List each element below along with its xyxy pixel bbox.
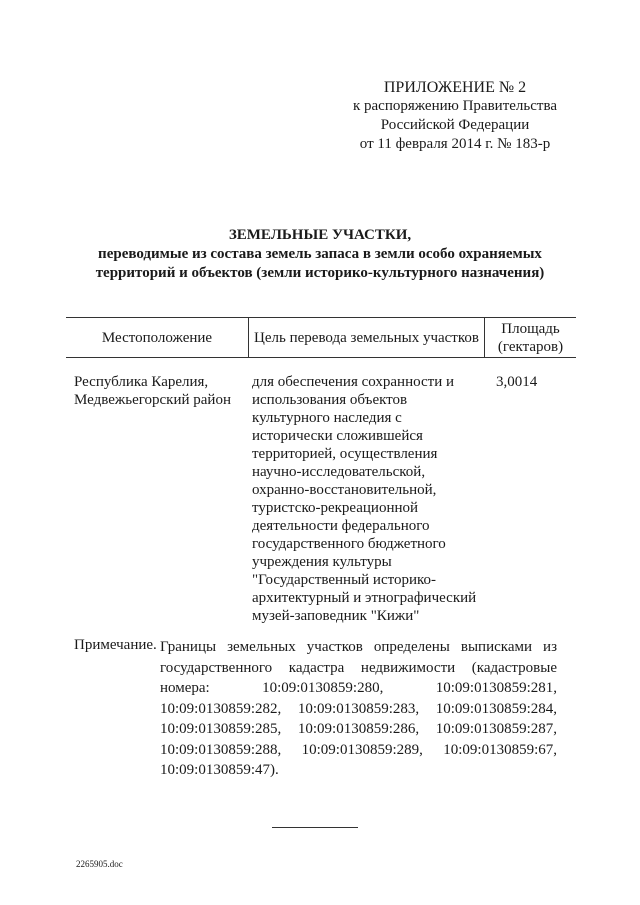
row-purpose-line: научно-исследовательской, <box>252 464 426 480</box>
note-text: Границы земельных участков определены выписками из государственного кадастра недвижимости (кадастровые номера: 10:09:0130859:280, 10:09:0130859:281, 10:09:0130859:282, 10:09:0130859:283, 10:09:0130859:284, 10:09:0130859:285, 10:09:0130859:286, 10:09:0130859:287, 10:09:0130859:288, 10:09:0130859:289, 10:09:0130859:67, 10:09:0130859:47). <box>160 639 557 778</box>
appendix-heading: ПРИЛОЖЕНИЕ № 2 <box>383 79 527 96</box>
table-header-rule <box>66 357 576 358</box>
closing-divider <box>272 827 358 828</box>
title-main: ЗЕМЕЛЬНЫЕ УЧАСТКИ, <box>228 227 412 243</box>
row-purpose-line: культурного наследия с <box>252 410 402 426</box>
header-purpose: Цель перевода земельных участков <box>254 330 479 346</box>
row-purpose-line: для обеспечения сохранности и <box>252 374 454 390</box>
document-title <box>60 226 580 283</box>
note-label: Примечание. <box>74 637 157 653</box>
title-sub-line-1: переводимые из состава земель запаса в земли особо охраняемых <box>98 246 542 262</box>
appendix-line-2: Российской Федерации <box>380 117 530 133</box>
header-area-line-1: Площадь <box>501 321 560 337</box>
row-area: 3,0014 <box>496 374 538 390</box>
row-purpose-line: охранно-восстановительной, <box>252 482 437 498</box>
row-purpose-line: территорией, осуществления <box>252 446 438 462</box>
row-purpose-line: "Государственный историко- <box>252 572 437 588</box>
row-purpose-line: учреждения культуры <box>252 554 392 570</box>
row-purpose-line: использования объектов <box>252 392 408 408</box>
header-area-line-2: (гектаров) <box>497 339 564 355</box>
row-location-line-1: Республика Карелия, <box>74 374 209 390</box>
row-purpose <box>252 373 476 625</box>
appendix-line-1: к распоряжению Правительства <box>352 98 557 114</box>
table-top-rule <box>66 317 576 318</box>
row-purpose-line: архитектурный и этнографический <box>252 590 477 606</box>
document-file-id: 2265905.doc <box>76 859 123 869</box>
row-location-line-2: Медвежьегорский район <box>74 392 231 408</box>
header-area <box>485 320 576 356</box>
row-location <box>74 373 231 409</box>
title-sub-line-2: территорий и объектов (земли историко-культурного назначения) <box>95 265 545 281</box>
header-location: Местоположение <box>101 330 213 346</box>
appendix-line-3: от 11 февраля 2014 г. № 183-р <box>359 136 551 152</box>
row-purpose-line: деятельности федерального <box>252 518 430 534</box>
row-purpose-line: туристско-рекреационной <box>252 500 419 516</box>
row-purpose-line: исторически сложившейся <box>252 428 423 444</box>
appendix-block <box>300 78 610 154</box>
row-purpose-line: государственного бюджетного <box>252 536 446 552</box>
row-purpose-line: музей-заповедник "Кижи" <box>252 608 420 624</box>
